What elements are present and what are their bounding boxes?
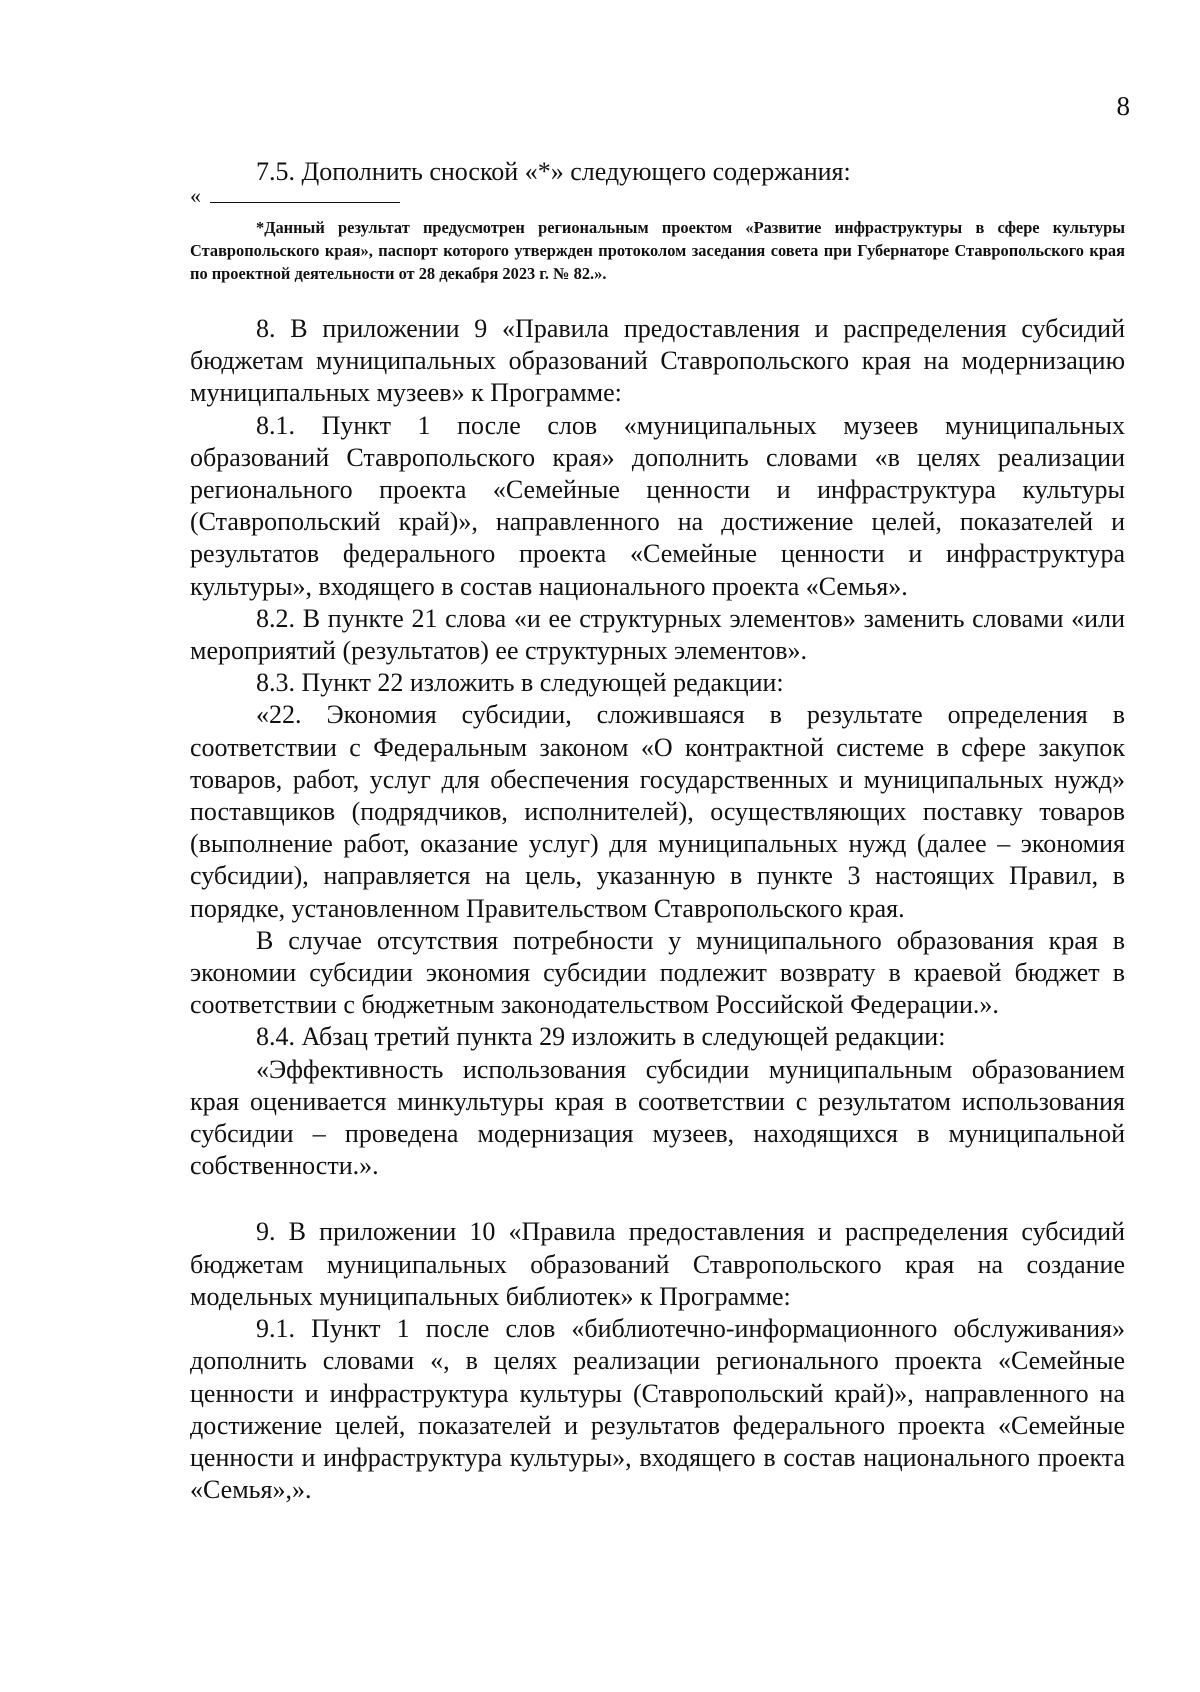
paragraph-8-1: 8.1. Пункт 1 после слов «муниципальных музеев муниципальных образований Ставропольского края» дополнить словами «в целях реализации регионального проекта «Семейные ценности и инфраструктура культуры (Ставропольский край)», направленного на достижение целей, показателей и результатов федерального проекта «Семейные ценности и инфраструктура культуры», входящего в состав национального проекта «Семья». xyxy=(190,410,1125,601)
page-number: 8 xyxy=(1116,91,1130,121)
paragraph-8-2: 8.2. В пункте 21 слова «и ее структурных элементов» заменить словами «или мероприятий (результатов) ее структурных элементов». xyxy=(190,603,1125,666)
spacer xyxy=(190,1182,1125,1216)
paragraph-8-3: 8.3. Пункт 22 изложить в следующей редакции: xyxy=(256,668,784,698)
footnote-text: *Данный результат предусмотрен региональным проектом «Развитие инфраструктуры в сфере культуры Ставропольского края», паспорт которого утвержден протоколом заседания совета при Губернаторе Ставропольского края по проектной деятельности от 28 декабря 2023 г. № 82.». xyxy=(190,218,1125,283)
spacer xyxy=(190,285,1125,313)
footnote-separator xyxy=(190,183,1125,212)
section-8-intro: 8. В приложении 9 «Правила предоставления и распределения субсидий бюджетам муниципальных образований Ставропольского края на модернизацию муниципальных музеев» к Программе: xyxy=(190,314,1125,408)
footnote-quote-mark: « xyxy=(190,183,201,208)
paragraph-9-1: 9.1. Пункт 1 после слов «библиотечно-информационного обслуживания» дополнить словами «, в целях реализации регионального проекта «Семейные ценности и инфраструктура культуры (Ставропольский край)», направленного на достижение целей, показателей и результатов федерального проекта «Семейные ценности и инфраструктура культуры», входящего в состав национального проекта «Семья»,». xyxy=(190,1314,1125,1505)
section-9-intro: 9. В приложении 10 «Правила предоставления и распределения субсидий бюджетам муниципальных образований Ставропольского края на создание модельных муниципальных библиотек» к Программе: xyxy=(190,1217,1125,1311)
footnote-rule xyxy=(210,202,400,203)
paragraph-22-a: «22. Экономия субсидии, сложившаяся в результате определения в соответствии с Федеральным законом «О контрактной системе в сфере закупок товаров, работ, услуг для обеспечения государственных и муниципальных нужд» поставщиков (подрядчиков, исполнителей), осуществляющих поставку товаров (выполнение работ, оказание услуг) для муниципальных нужд (далее – экономия субсидии), направляется на цель, указанную в пункте 3 настоящих Правил, в порядке, установленном Правительством Ставропольского края. xyxy=(190,700,1125,923)
document-body xyxy=(190,156,1125,1506)
paragraph-8-4: 8.4. Абзац третий пункта 29 изложить в следующей редакции: xyxy=(256,1022,946,1052)
paragraph-22-b: В случае отсутствия потребности у муниципального образования края в экономии субсидии экономия субсидии подлежит возврату в краевой бюджет в соответствии с бюджетным законодательством Российской Федерации.». xyxy=(190,925,1125,1020)
paragraph-29: «Эффективность использования субсидии муниципальным образованием края оценивается минкультуры края в соответствии с результатом использования субсидии – проведена модернизация музеев, находящихся в муниципальной собственности.». xyxy=(190,1054,1125,1181)
section-7-5-heading: 7.5. Дополнить сноской «*» следующего содержания: xyxy=(256,157,851,186)
